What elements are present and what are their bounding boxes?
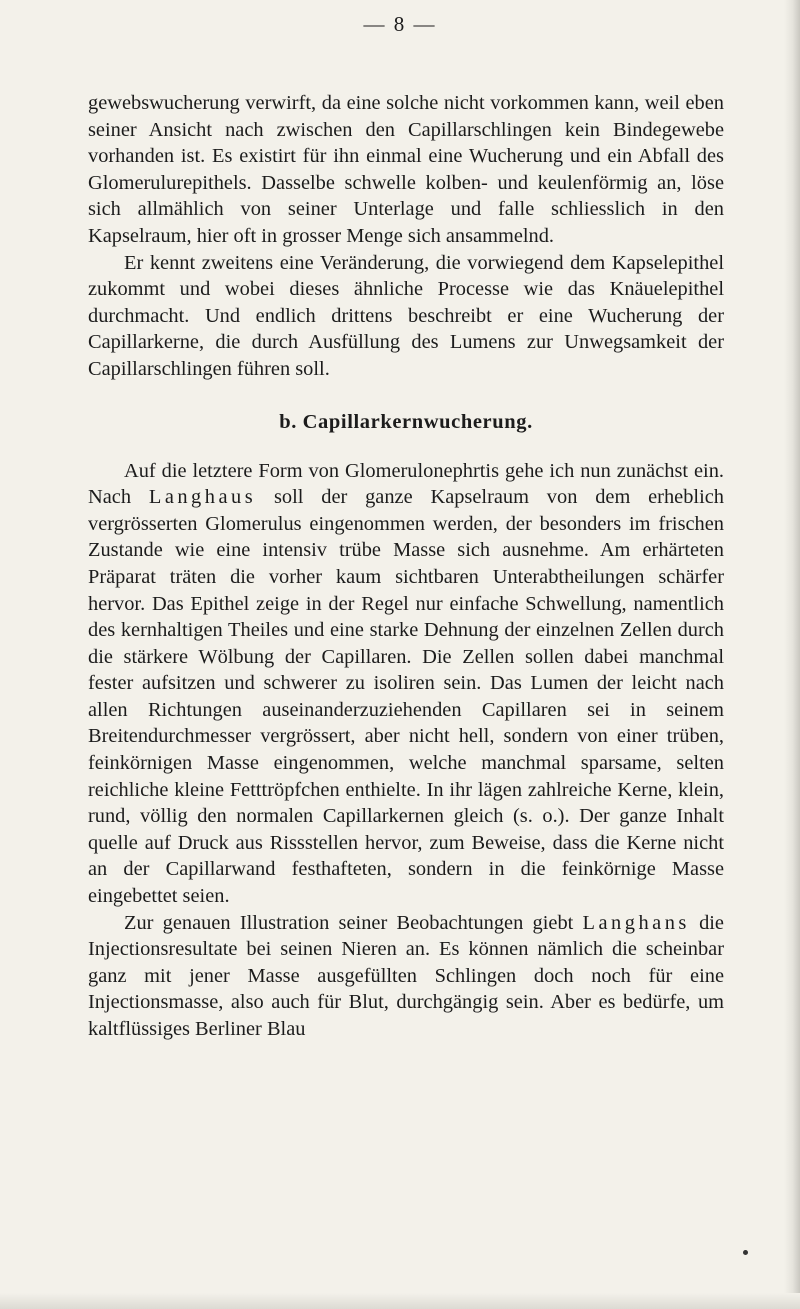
paragraph-4-start: Zur genauen Illustration seiner Beobachtungen giebt [124, 911, 574, 934]
author-name: Langhaus [148, 486, 257, 509]
paragraph-2: Er kennt zweitens eine Veränderung, die vorwiegend dem Kapselepithel zukommt und wobei dieses ähnliche Processe wie das Knäuelepithel durchmacht. Und endlich drittens beschreibt er eine Wucherung der Capillarkerne, die durch Ausfüllung des Lumens zur Unwegsamkeit der Capillarschlingen führen soll. [88, 251, 724, 380]
ink-spot [743, 1250, 748, 1255]
page-bottom-edge [0, 1293, 800, 1309]
section-heading: b. Capillarkernwucherung. [279, 410, 533, 433]
paragraph-1: gewebswucherung verwirft, da eine solche nicht vorkommen kann, weil eben seiner Ansicht nach zwischen den Capillarschlingen kein Bindegewebe vorhanden ist. Es existirt für ihn einmal eine Wucherung und ein Abfall des Glomerulurepithels. Dasselbe schwelle kolben- und keulenförmig an, löse sich allmählich von seiner Unterlage und falle schliesslich in den Kapselraum, hier oft in grosser Menge sich ansammelnd. [88, 92, 724, 247]
paragraph-3 [88, 458, 724, 910]
page-number: — 8 — [363, 12, 437, 36]
paragraph-3-rest: soll der ganze Kapselraum von dem erheblich vergrösserten Glomerulus eingenommen werden, der besonders im frischen Zustande wie eine intensiv trübe Masse sich ausnehme. Am erhärteten Präparat träten die vorher kaum sichtbaren Unterabtheilungen schärfer hervor. Das Epithel zeige in der Regel nur einfache Schwellung, namentlich des kernhaltigen Theiles und eine starke Dehnung der einzelnen Zellen durch die stärkere Wölbung der Capillaren. Die Zellen sollen dabei manchmal fester aufsitzen und schwerer zu isoliren sein. Das Lumen der leicht nach allen Richtungen auseinanderzuziehenden Capillaren sei in seinem Breitendurchmesser vergrössert, aber nicht hell, sondern von einer trüben, feinkörnigen Masse eingenommen, welche manchmal sparsame, selten reichliche kleine Fetttröpfchen enthielte. In ihr lägen zahlreiche Kerne, klein, rund, völlig den normalen Capillarkernen gleich (s. o.). Der ganze Inhalt quelle auf Druck aus Rissstellen hervor, zum Beweise, dass die Kerne nicht an der Capillarwand festhafteten, sondern in die feinkörnige Masse eingebettet seien. [88, 486, 724, 908]
paragraph-4-rest: die Injectionsresultate bei seinen Nieren an. Es können nämlich die scheinbar ganz mit jener Masse ausgefüllten Schlingen doch noch für eine Injectionsmasse, also auch für Blut, durchgängig sein. Aber es bedürfe, um kaltflüssiges Berliner Blau [88, 911, 724, 1040]
paragraph-4 [88, 910, 724, 1043]
page-body [88, 90, 724, 1043]
paragraph-3-start: Auf die letztere Form von Glomerulonephrtis gehe ich nun zunächst ein. Nach [88, 459, 724, 509]
page-edge-shadow [784, 0, 800, 1309]
author-name: Langhans [582, 911, 690, 934]
